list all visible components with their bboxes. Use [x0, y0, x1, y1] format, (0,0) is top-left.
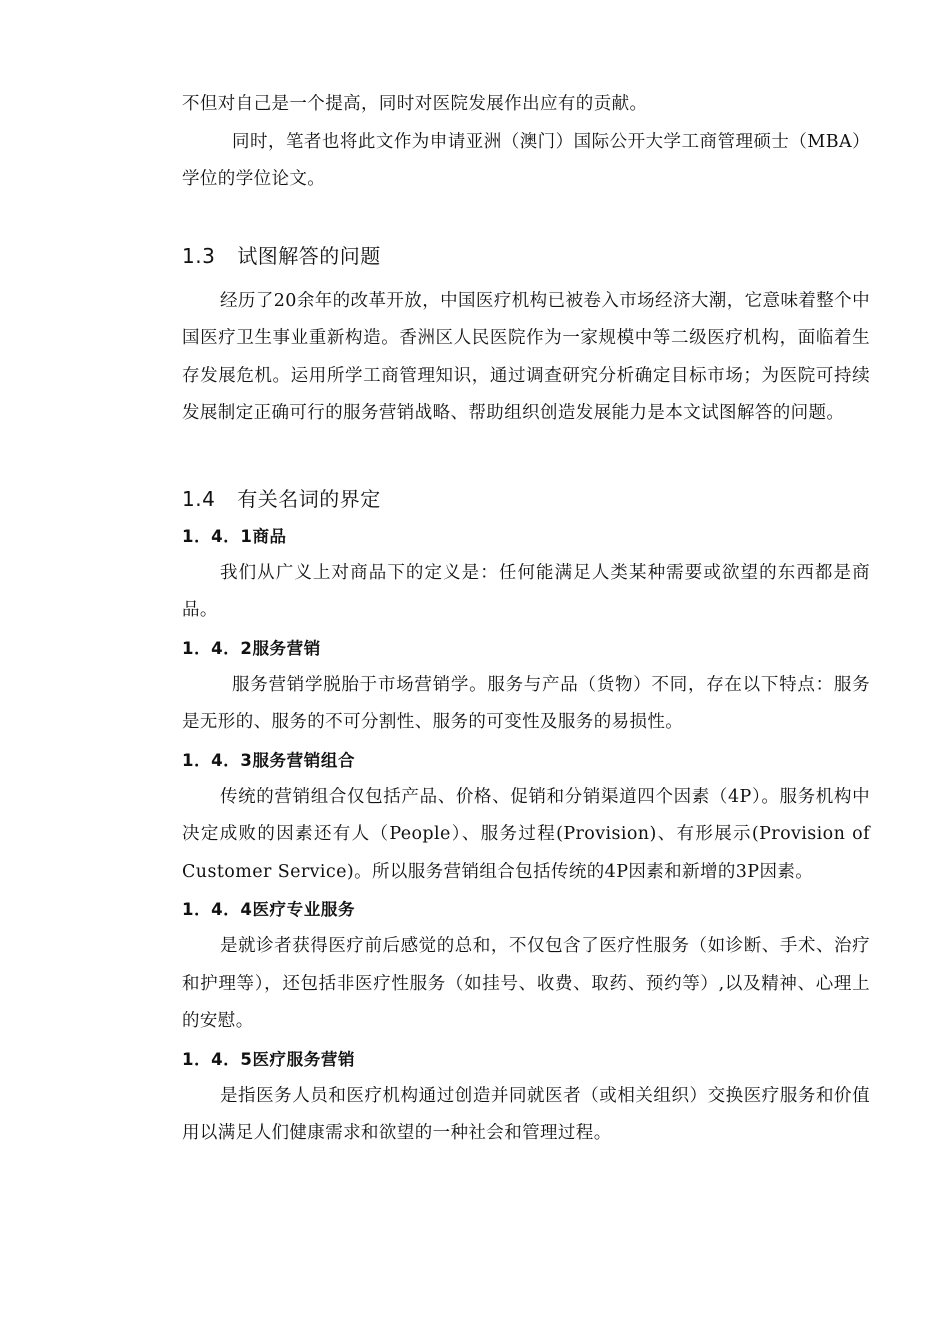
subsection-heading: 1．4．2服务营销	[182, 638, 321, 658]
document-page	[182, 86, 870, 1153]
subsection-heading: 1．4．3服务营销组合	[182, 750, 356, 770]
section-body: 经历了20余年的改革开放，中国医疗机构已被卷入市场经济大潮，它意味着整个中国医疗卫生事业重新构造。香洲区人民医院作为一家规模中等二级医疗机构，面临着生存发展危机。运用所学工商管理知识，通过调查研究分析确定目标市场；为医院可持续发展制定正确可行的服务营销战略、帮助组织创造发展能力是本文试图解答的问题。	[182, 290, 870, 423]
subsection-heading: 1．4．4医疗专业服务	[182, 900, 356, 919]
subsection-body: 是指医务人员和医疗机构通过创造并同就医者（或相关组织）交换医疗服务和价值用以满足人们健康需求和欲望的一种社会和管理过程。	[182, 1085, 870, 1143]
subsection-body: 服务营销学脱胎于市场营销学。服务与产品（货物）不同，存在以下特点：服务是无形的、服务的不可分割性、服务的可变性及服务的易损性。	[182, 674, 870, 732]
subsection-heading: 1．4．1商品	[182, 526, 287, 546]
subsection-body: 是就诊者获得医疗前后感觉的总和，不仅包含了医疗性服务（如诊断、手术、治疗和护理等），还包括非医疗性服务（如挂号、收费、取药、预约等）,以及精神、心理上的安慰。	[182, 936, 870, 1031]
section-heading-1-4	[182, 480, 870, 518]
subsection-body: 我们从广义上对商品下的定义是：任何能满足人类某种需要或欲望的东西都是商品。	[182, 562, 870, 620]
intro-line: 不但对自己是一个提高，同时对医院发展作出应有的贡献。	[182, 94, 648, 114]
section-heading-1-3	[182, 237, 870, 275]
section-title: 试图解答的问题	[237, 243, 381, 268]
section-number: 1.4	[182, 486, 216, 511]
subsection-heading: 1．4．5医疗服务营销	[182, 1049, 356, 1069]
intro-paragraph: 同时，笔者也将此文作为申请亚洲（澳门）国际公开大学工商管理硕士（MBA）学位的学位论文。	[182, 131, 870, 189]
section-title: 有关名词的界定	[237, 486, 381, 511]
subsection-body: 传统的营销组合仅包括产品、价格、促销和分销渠道四个因素（4P）。服务机构中决定成败的因素还有人（People）、服务过程(Provision)、有形展示(Provision of Customer Service)。所以服务营销组合包括传统的4P因素和新增的3P因素。	[182, 786, 870, 882]
section-number: 1.3	[182, 243, 216, 268]
